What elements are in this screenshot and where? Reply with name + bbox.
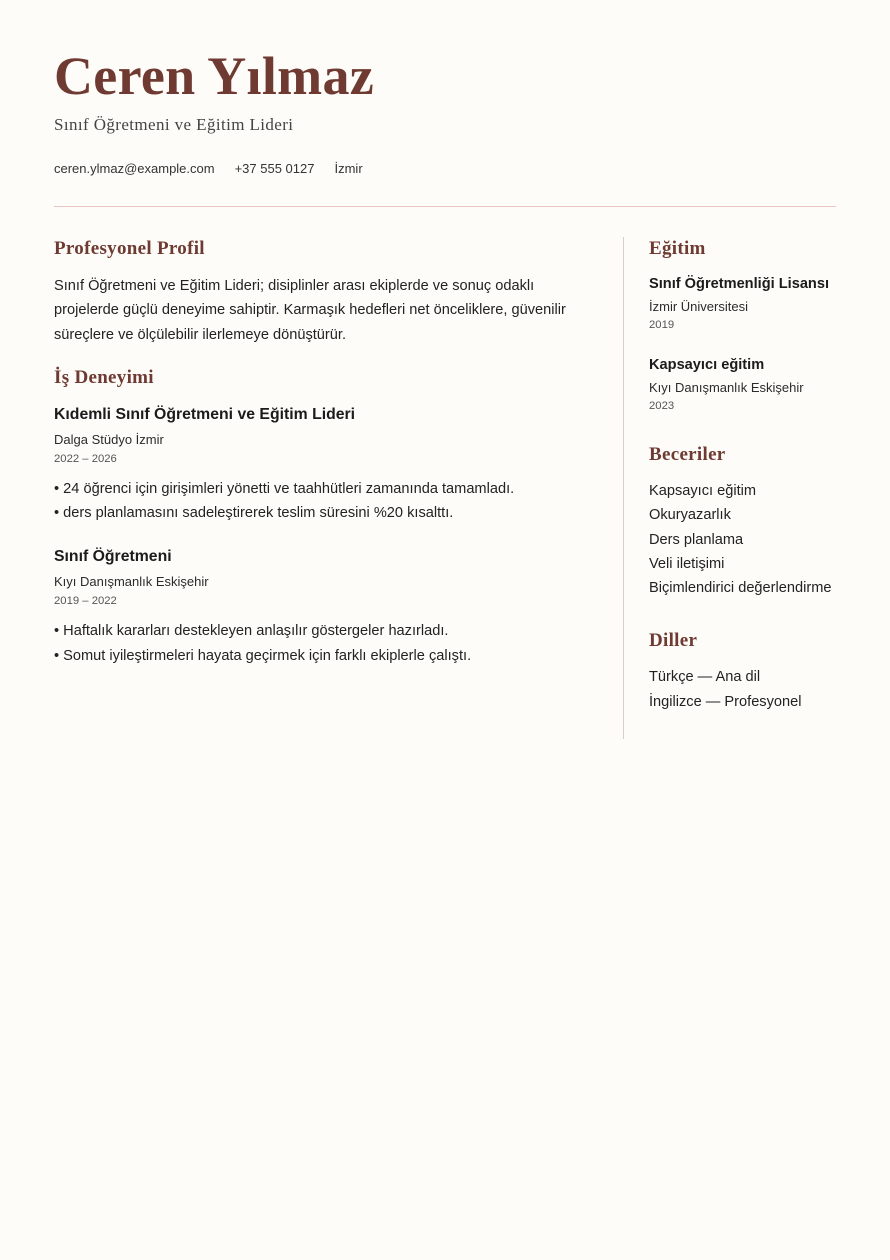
- job-dates: 2019 – 2022: [54, 595, 117, 608]
- skills-section: [649, 442, 836, 600]
- contact-phone[interactable]: +37 555 0127: [234, 161, 315, 176]
- skills-heading: Beceriler: [649, 444, 726, 465]
- job-entry: [54, 405, 599, 526]
- contact-location: İzmir: [334, 161, 363, 176]
- education-year: 2019: [649, 319, 675, 331]
- profile-heading: Profesyonel Profil: [54, 238, 205, 259]
- job-role: Sınıf Öğretmeni: [54, 548, 172, 566]
- education-item: [649, 355, 836, 414]
- candidate-name: Ceren Yılmaz: [54, 46, 375, 106]
- contact-info: [54, 161, 363, 176]
- job-company: Kıyı Danışmanlık Eskişehir: [54, 574, 209, 590]
- skill-item: Kapsayıcı eğitim: [649, 483, 757, 499]
- education-item: [649, 274, 836, 333]
- job-bullet: • Somut iyileştirmeleri hayata geçirmek için farklı ekiplerle çalıştı.: [54, 644, 599, 668]
- experience-section: [54, 365, 599, 668]
- main-column: [54, 236, 599, 668]
- job-bullets: [54, 619, 599, 668]
- job-bullet: • 24 öğrenci için girişimleri yönetti ve taahhütleri zamanında tamamladı.: [54, 477, 599, 501]
- languages-heading: Diller: [649, 630, 698, 652]
- skill-item: Okuryazarlık: [649, 507, 731, 524]
- education-school: Kıyı Danışmanlık Eskişehir: [649, 380, 804, 395]
- job-bullet: • ders planlamasını sadeleştirerek teslim süresini %20 kısalttı.: [54, 501, 599, 525]
- job-entry: [54, 547, 599, 668]
- contact-email[interactable]: ceren.ylmaz@example.com: [54, 161, 215, 176]
- languages-section: [649, 628, 836, 714]
- job-company: Dalga Stüdyo İzmir: [54, 431, 164, 447]
- candidate-title: Sınıf Öğretmeni ve Eğitim Lideri: [54, 115, 294, 134]
- skill-item: Ders planlama: [649, 531, 744, 548]
- column-divider: [623, 237, 624, 739]
- language-item: Türkçe — Ana dil: [649, 669, 761, 686]
- education-heading: Eğitim: [649, 238, 706, 259]
- experience-heading: İş Deneyimi: [54, 366, 154, 388]
- language-item: İngilizce — Profesyonel: [649, 693, 802, 710]
- education-school: İzmir Üniversitesi: [649, 299, 748, 314]
- header-divider: [54, 206, 836, 207]
- education-degree: Sınıf Öğretmenliği Lisansı: [649, 276, 830, 292]
- education-year: 2023: [649, 400, 675, 412]
- profile-text: Sınıf Öğretmeni ve Eğitim Lideri; disiplinler arası ekiplerde ve sonuç odaklı projelerde güçlü deneyime sahiptir. Karmaşık hedefleri net önceliklere, güvenilir süreçlere ve ölçülebilir ilerlemeye dönüştürür.: [54, 278, 566, 343]
- job-role: Kıdemli Sınıf Öğretmeni ve Eğitim Lideri: [54, 405, 356, 423]
- job-bullet: • Haftalık kararları destekleyen anlaşılır göstergeler hazırladı.: [54, 619, 599, 643]
- skill-item: Veli iletişimi: [649, 555, 725, 572]
- skill-item: Biçimlendirici değerlendirme: [649, 580, 832, 597]
- job-dates: 2022 – 2026: [54, 452, 117, 465]
- profile-section: [54, 236, 599, 347]
- education-section: [649, 236, 836, 414]
- education-degree: Kapsayıcı eğitim: [649, 357, 765, 373]
- languages-list: [649, 665, 836, 714]
- sidebar-column: [649, 236, 836, 714]
- skills-list: [649, 479, 836, 600]
- resume-page: [54, 0, 836, 1260]
- job-bullets: [54, 477, 599, 526]
